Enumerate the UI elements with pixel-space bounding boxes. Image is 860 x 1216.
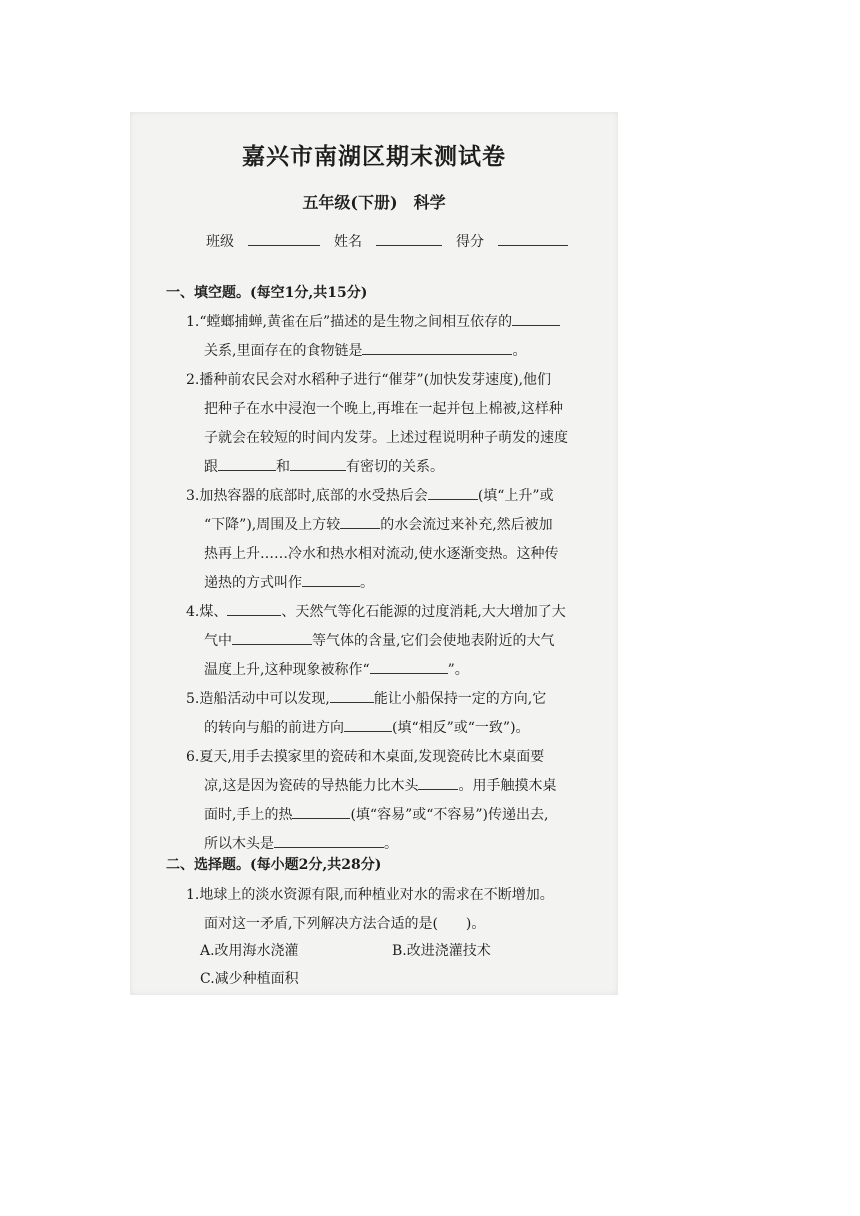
q3-text-e: 递热的方式叫作	[204, 575, 302, 591]
q4-text-f: ”。	[447, 662, 469, 678]
choice-question-1	[186, 881, 606, 939]
q3-text-c: “下降”),周围及上方较	[204, 517, 341, 533]
q5-text-b: 能让小船保持一定的方向,它	[373, 691, 547, 707]
c1-line1: 1.地球上的淡水资源有限,而种植业对水的需求在不断增加。	[186, 887, 554, 903]
section-fill-in-heading: 一、填空题。(每空1分,共15分)	[166, 285, 368, 301]
section-choice-heading: 二、选择题。(每小题2分,共28分)	[166, 857, 382, 873]
q3-period: 。	[360, 575, 374, 591]
q4-text-e: 温度上升,这种现象被称作“	[204, 662, 370, 678]
class-label: 班级	[206, 234, 234, 250]
q6-text-e: 所以木头是	[204, 836, 274, 852]
q6-blank-1[interactable]	[418, 775, 458, 790]
q1-line1: 1.“螳螂捕蝉,黄雀在后”描述的是生物之间相互依存的	[186, 314, 513, 330]
q6-line1: 6.夏天,用手去摸家里的瓷砖和木桌面,发现瓷砖比木桌面要	[186, 749, 545, 765]
q2-blank-1[interactable]	[218, 456, 276, 471]
q4-text-a: 4.煤、	[186, 604, 228, 620]
student-info-row	[206, 231, 568, 251]
q4-blank-2[interactable]	[232, 630, 312, 645]
question-5	[186, 685, 606, 743]
q2-line2: 把种子在水中浸泡一个晚上,再堆在一起并包上棉被,这样种	[204, 401, 563, 417]
q2-line1: 2.播种前农民会对水稻种子进行“催芽”(加快发芽速度),他们	[186, 372, 552, 388]
q1-period: 。	[512, 343, 527, 359]
q4-text-c: 气中	[204, 633, 232, 649]
q2-line3: 子就会在较短的时间内发芽。上述过程说明种子萌发的速度	[204, 430, 568, 446]
q1-blank-2[interactable]	[362, 340, 512, 355]
scanned-exam-page	[130, 112, 618, 995]
q6-text-d: (填“容易”或“不容易”)传递出去,	[350, 807, 549, 823]
q2-text-a: 跟	[204, 459, 218, 475]
q3-text-b: (填“上升”或	[477, 488, 554, 504]
name-label: 姓名	[334, 234, 362, 250]
q5-blank-1[interactable]	[330, 688, 374, 703]
q3-blank-3[interactable]	[302, 572, 360, 587]
question-6	[186, 743, 606, 859]
c1-option-c[interactable]: C.减少种植面积	[200, 971, 299, 987]
question-1	[186, 308, 606, 366]
q3-text-d: 的水会流过来补充,然后被加	[380, 517, 553, 533]
q6-text-c: 面时,手上的热	[204, 807, 293, 823]
q4-blank-3[interactable]	[370, 659, 448, 674]
q3-text-a: 3.加热容器的底部时,底部的水受热后会	[186, 488, 428, 504]
q3-line3: 热再上升……冷水和热水相对流动,使水逐渐变热。这种传	[204, 546, 559, 562]
exam-subtitle: 五年级(下册) 科学	[302, 193, 446, 212]
q3-blank-2[interactable]	[340, 514, 380, 529]
q6-text-a: 凉,这是因为瓷砖的导热能力比木头	[204, 778, 419, 794]
question-3	[186, 482, 606, 598]
q6-text-b: 。用手触摸木桌	[458, 778, 557, 794]
score-label: 得分	[456, 234, 484, 250]
q4-text-b: 、天然气等化石能源的过度消耗,大大增加了大	[281, 604, 566, 620]
c1-option-b[interactable]: B.改进浇灌技术	[392, 943, 491, 959]
q5-blank-2[interactable]	[344, 717, 392, 732]
name-blank[interactable]	[376, 231, 442, 246]
q2-blank-2[interactable]	[290, 456, 346, 471]
q6-blank-2[interactable]	[292, 804, 350, 819]
c1-option-a[interactable]: A.改用海水浇灌	[200, 943, 299, 959]
score-blank[interactable]	[498, 231, 568, 246]
q5-text-d: (填“相反”或“一致”)。	[392, 720, 530, 736]
class-blank[interactable]	[248, 231, 320, 246]
q4-text-d: 等气体的含量,它们会使地表附近的大气	[312, 633, 555, 649]
c1-line2: 面对这一矛盾,下列解决方法合适的是( )。	[204, 916, 486, 932]
q3-blank-1[interactable]	[428, 485, 478, 500]
q6-blank-3[interactable]	[274, 833, 384, 848]
q5-text-a: 5.造船活动中可以发现,	[186, 691, 330, 707]
q2-text-b: 和	[276, 459, 290, 475]
q5-text-c: 的转向与船的前进方向	[204, 720, 344, 736]
q2-text-c: 有密切的关系。	[346, 459, 444, 475]
q1-blank-1[interactable]	[512, 311, 560, 326]
question-4	[186, 598, 606, 685]
q4-blank-1[interactable]	[227, 601, 281, 616]
q6-period: 。	[384, 836, 398, 852]
question-2	[186, 366, 606, 482]
exam-title: 嘉兴市南湖区期末测试卷	[242, 143, 506, 170]
q1-line2: 关系,里面存在的食物链是	[204, 343, 363, 359]
